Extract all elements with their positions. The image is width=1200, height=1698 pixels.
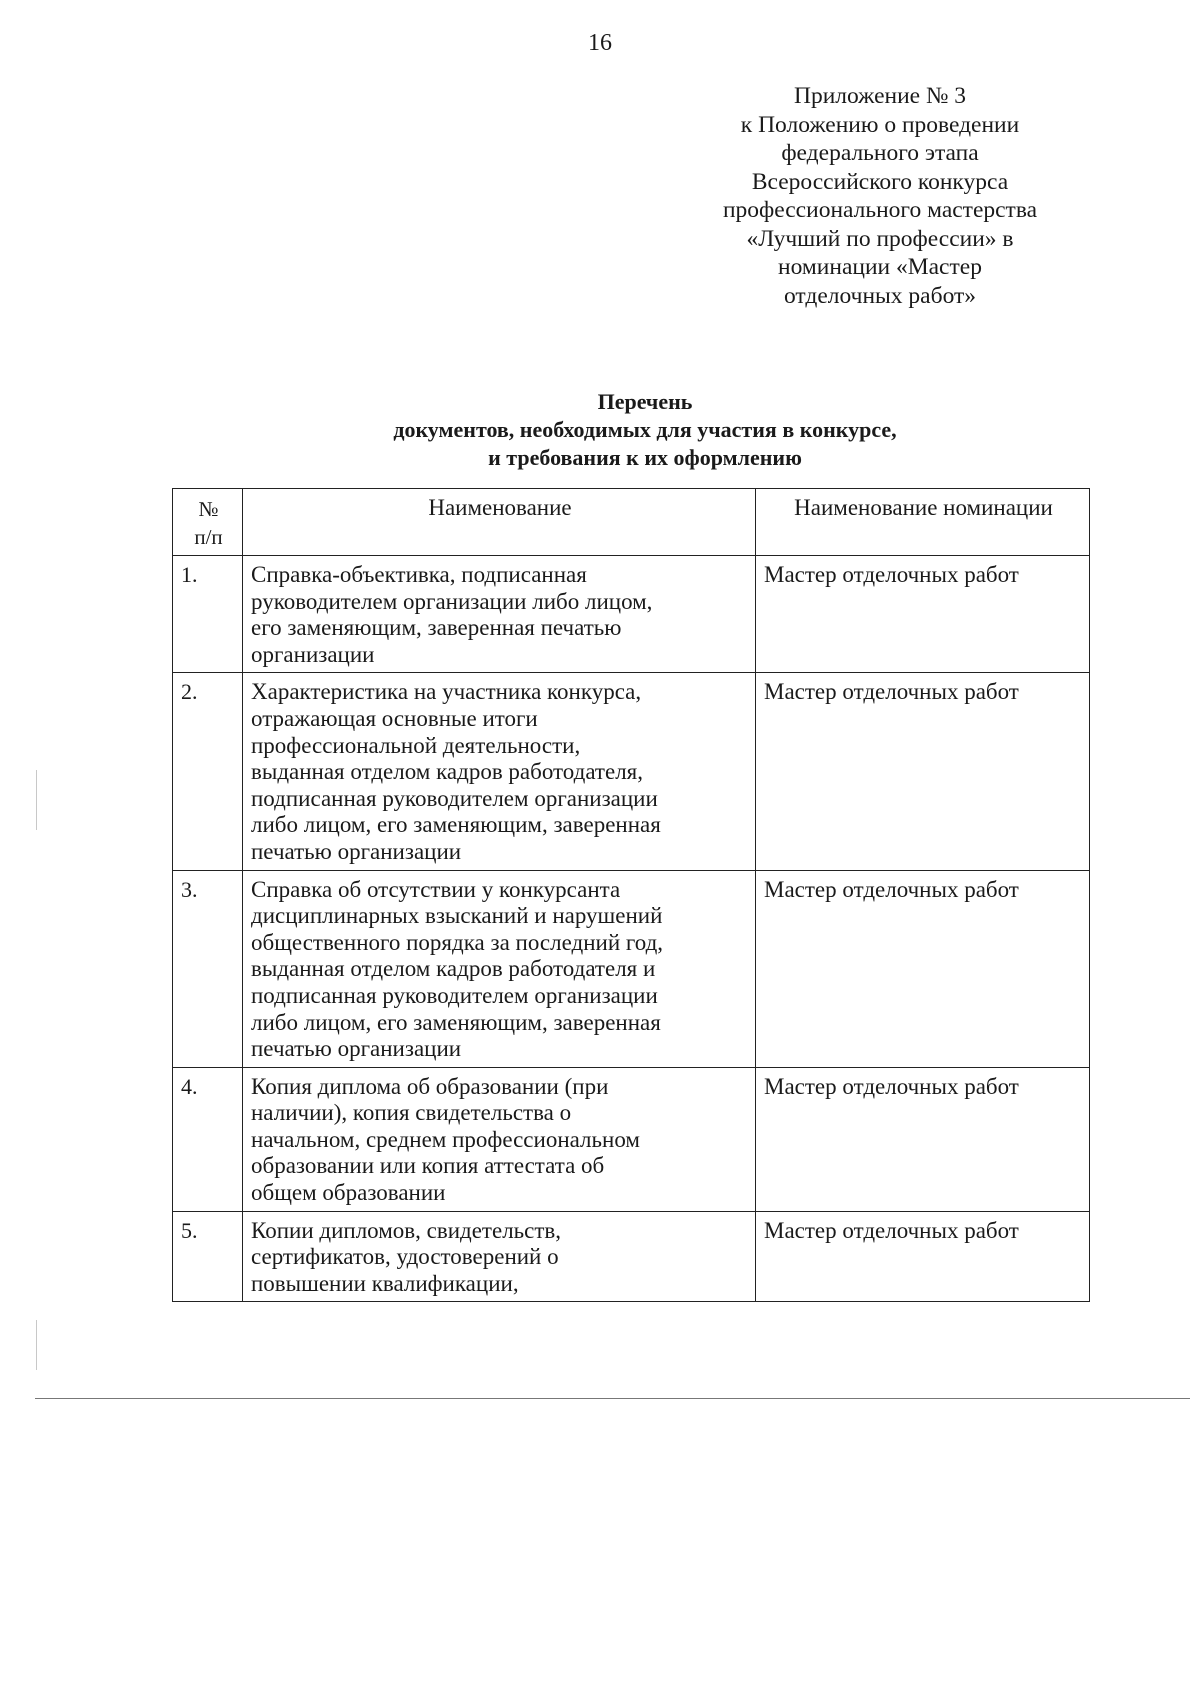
table-row [173, 673, 1090, 870]
row-name [243, 1067, 756, 1211]
row-name-line: руководителем организации либо лицом, [251, 588, 653, 614]
row-name-line: либо лицом, его заменяющим, заверенная [251, 1009, 661, 1035]
row-name-line: подписанная руководителем организации [251, 785, 658, 811]
row-number: 4. [173, 1067, 243, 1211]
row-name-line: Справка об отсутствии у конкурсанта [251, 876, 621, 902]
row-number: 3. [173, 870, 243, 1067]
row-name-line: отражающая основные итоги [251, 705, 538, 731]
appendix-line: Приложение № 3 [793, 83, 967, 109]
row-number: 5. [173, 1211, 243, 1302]
appendix-line: федерального этапа [781, 140, 979, 166]
table-row [173, 556, 1090, 673]
table-row [173, 1067, 1090, 1211]
row-name-line: печатью организации [251, 838, 462, 864]
header-number-symbol: № [198, 497, 219, 521]
row-nomination: Мастер отделочных работ [756, 1067, 1090, 1211]
row-name-line: выданная отделом кадров работодателя, [251, 759, 643, 785]
row-name-line: либо лицом, его заменяющим, заверенная [251, 812, 661, 838]
row-number: 2. [173, 673, 243, 870]
documents-table [172, 488, 1090, 1302]
row-name-line: Копия диплома об образовании (при [251, 1073, 609, 1099]
row-name [243, 1211, 756, 1302]
page-divider-line [35, 1398, 1190, 1399]
row-nomination: Мастер отделочных работ [756, 556, 1090, 673]
row-nomination: Мастер отделочных работ [756, 673, 1090, 870]
row-name-line: наличии), копия свидетельства о [251, 1100, 572, 1126]
appendix-block [700, 82, 1060, 310]
row-nomination: Мастер отделочных работ [756, 870, 1090, 1067]
row-number: 1. [173, 556, 243, 673]
row-name-line: Справка-объективка, подписанная [251, 562, 587, 587]
row-name-line: начальном, среднем профессиональном [251, 1126, 640, 1152]
row-name-line: печатью организации [251, 1036, 462, 1062]
appendix-line: «Лучший по профессии» в [746, 225, 1014, 252]
title-line: и требования к их оформлению [488, 445, 802, 470]
document-title [200, 388, 1090, 472]
appendix-line: Всероссийского конкурса [751, 168, 1009, 195]
row-name-line: его заменяющим, заверенная печатью [251, 615, 622, 641]
row-name-line: организации [251, 641, 375, 667]
row-name [243, 556, 756, 673]
row-name [243, 673, 756, 870]
row-name [243, 870, 756, 1067]
row-name-line: образовании или копия аттестата об [251, 1153, 605, 1179]
appendix-line: профессионального мастерства [722, 197, 1038, 223]
title-line: документов, необходимых для участия в конкурсе, [393, 417, 897, 442]
scan-artifact [36, 1320, 37, 1370]
appendix-line: отделочных работ» [783, 282, 977, 309]
appendix-line: к Положению о проведении [740, 111, 1020, 138]
header-number-abbrev: п/п [194, 525, 223, 549]
page-number: 16 [588, 30, 612, 56]
appendix-line: номинации «Мастер [778, 254, 982, 280]
row-name-line: повышении квалификации, [251, 1270, 519, 1296]
row-name-line: выданная отделом кадров работодателя и [251, 956, 656, 982]
header-nomination: Наименование номинации [756, 489, 1090, 556]
table-row [173, 1211, 1090, 1302]
header-name: Наименование [243, 489, 756, 556]
title-line: Перечень [597, 389, 693, 414]
table-row [173, 870, 1090, 1067]
table-header-row [173, 489, 1090, 556]
row-nomination: Мастер отделочных работ [756, 1211, 1090, 1302]
row-name-line: подписанная руководителем организации [251, 982, 658, 1008]
header-number [173, 489, 243, 556]
row-name-line: общем образовании [251, 1180, 446, 1206]
row-name-line: профессиональной деятельности, [251, 732, 581, 758]
row-name-line: Копии дипломов, свидетельств, [251, 1217, 562, 1243]
row-name-line: сертификатов, удостоверений о [251, 1244, 559, 1270]
row-name-line: Характеристика на участника конкурса, [251, 679, 642, 705]
row-name-line: дисциплинарных взысканий и нарушений [251, 903, 663, 929]
row-name-line: общественного порядка за последний год, [251, 929, 664, 955]
scan-artifact [36, 770, 37, 830]
